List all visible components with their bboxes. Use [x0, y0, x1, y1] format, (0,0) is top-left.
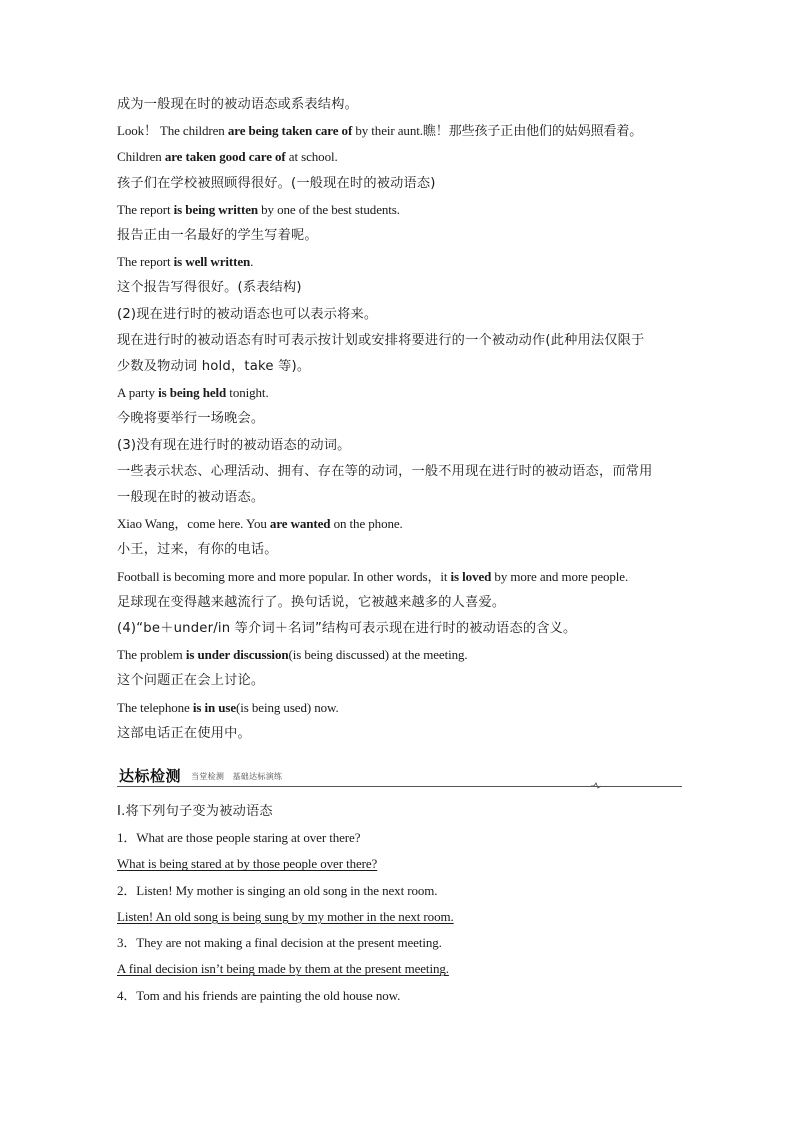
exercise-heading: Ⅰ.将下列句子变为被动语态	[117, 804, 273, 820]
text-run: at school.	[285, 149, 338, 165]
text-run: 今晚将要举行一场晚会。	[117, 411, 265, 427]
exercise-question: 4．Tom and his friends are painting the old house now.	[117, 987, 401, 1003]
text-run: 小王，过来，有你的电话。	[117, 542, 278, 558]
divider-notch-icon	[591, 781, 601, 789]
exercise-answer-row	[117, 956, 682, 982]
bold-phrase: is loved	[450, 568, 492, 584]
note-line	[117, 92, 682, 118]
text-run: .	[250, 254, 254, 270]
text-run: 一般现在时的被动语态。	[117, 490, 265, 506]
exercise-list	[117, 799, 682, 1009]
bold-phrase: are being taken care of	[227, 123, 353, 139]
note-line	[117, 642, 682, 668]
text-run: The report	[117, 254, 174, 270]
text-run: tonight.	[226, 385, 269, 401]
text-run: by their aunt.瞧！那些孩子正由他们的姑妈照看着。	[352, 123, 643, 139]
note-line	[117, 275, 682, 301]
note-line	[117, 302, 682, 328]
bold-phrase: are taken good care of	[164, 149, 286, 165]
exercise-answer-row	[117, 904, 682, 930]
note-line	[117, 223, 682, 249]
text-run: 这部电话正在使用中。	[117, 725, 251, 741]
bold-phrase: is well written	[173, 254, 251, 270]
text-run: A party	[117, 385, 159, 401]
text-run: 成为一般现在时的被动语态或系表结构。	[117, 97, 358, 112]
text-run: Look！ The children	[117, 123, 228, 139]
note-line	[117, 511, 682, 537]
text-run: The problem	[117, 647, 186, 663]
text-run: on the phone.	[330, 516, 403, 532]
note-line	[117, 459, 682, 485]
grammar-notes	[117, 92, 682, 747]
exercise-question: 2．Listen! My mother is singing an old song in the next room.	[117, 882, 438, 898]
note-line	[117, 380, 682, 406]
bold-phrase: is being written	[173, 201, 258, 217]
note-line	[117, 354, 682, 380]
bold-phrase: is being held	[158, 385, 227, 401]
note-line	[117, 564, 682, 590]
bold-phrase: is in use	[192, 699, 237, 715]
note-line	[117, 668, 682, 694]
document-page	[117, 92, 682, 1009]
text-run: 足球现在变得越来越流行了。换句话说，它被越来越多的人喜爱。	[117, 594, 506, 610]
text-run: 一些表示状态、心理活动、拥有、存在等的动词，一般不用现在进行时的被动语态，而常用	[117, 463, 653, 479]
text-run: 报告正由一名最好的学生写着呢。	[117, 228, 318, 244]
exercise-question: 3．They are not making a final decision at the present meeting.	[117, 935, 442, 951]
note-line	[117, 197, 682, 223]
section-subtitle: 当堂检测 基础达标演练	[191, 772, 283, 782]
text-run: 现在进行时的被动语态有时可表示按计划或安排将要进行的一个被动动作(此种用法仅限于	[117, 332, 645, 348]
text-run: 这个报告写得很好。(系表结构)	[117, 280, 302, 296]
text-run: (3)没有现在进行时的被动语态的动词。	[117, 437, 351, 453]
exercise-answer: Listen! An old song is being sung by my mother in the next room.	[117, 908, 454, 924]
section-header	[117, 761, 682, 791]
text-run: (2)现在进行时的被动语态也可以表示将来。	[117, 306, 378, 322]
bold-phrase: is under discussion	[185, 647, 289, 663]
section-title: 达标检测	[119, 767, 182, 786]
exercise-question: 1．What are those people staring at over there?	[117, 830, 361, 846]
note-line	[117, 590, 682, 616]
text-run: 孩子们在学校被照顾得很好。(一般现在时的被动语态)	[117, 175, 436, 191]
text-run: The telephone	[117, 699, 193, 715]
note-line	[117, 485, 682, 511]
note-line	[117, 616, 682, 642]
text-run: Football is becoming more and more popular. In other words，it	[117, 568, 451, 584]
exercise-answer-row	[117, 851, 682, 877]
text-run: Children	[117, 149, 165, 165]
text-run: (4)“be＋under/in 等介词＋名词”结构可表示现在进行时的被动语态的含义。	[117, 621, 577, 637]
text-run: Xiao Wang，come here. You	[117, 516, 270, 532]
exercise-answer: What is being stared at by those people over there?	[117, 856, 378, 872]
text-run: The report	[117, 201, 174, 217]
note-line	[117, 171, 682, 197]
text-run: (is being used) now.	[236, 699, 339, 715]
note-line	[117, 695, 682, 721]
text-run: by one of the best students.	[258, 201, 400, 217]
note-line	[117, 118, 682, 144]
note-line	[117, 328, 682, 354]
text-run: 少数及物动词 hold，take 等)。	[117, 359, 311, 375]
text-run: by more and more people.	[491, 568, 629, 584]
exercise-answer: A final decision isn’t being made by them at the present meeting.	[117, 961, 449, 977]
note-line	[117, 144, 682, 170]
note-line	[117, 721, 682, 747]
note-line	[117, 537, 682, 563]
note-line	[117, 249, 682, 275]
text-run: (is being discussed) at the meeting.	[288, 647, 468, 663]
text-run: 这个问题正在会上讨论。	[117, 673, 265, 689]
note-line	[117, 433, 682, 459]
note-line	[117, 406, 682, 432]
bold-phrase: are wanted	[269, 516, 331, 532]
